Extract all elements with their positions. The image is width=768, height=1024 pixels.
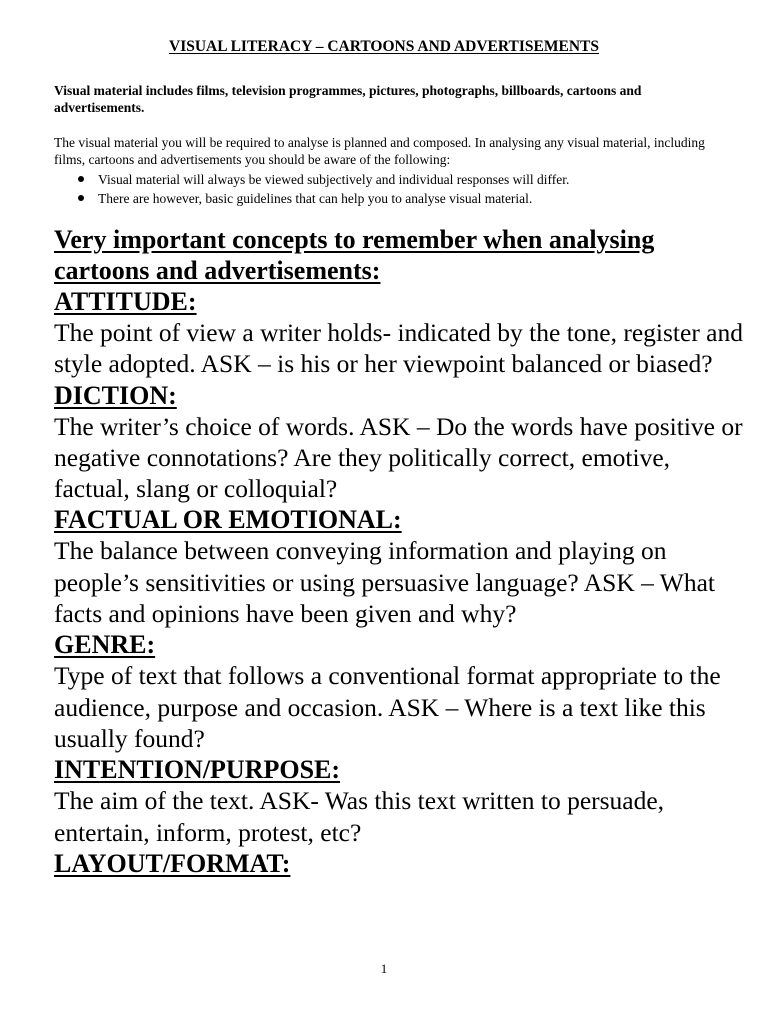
concept-term: FACTUAL OR EMOTIONAL: <box>54 505 402 535</box>
concept-term: ATTITUDE: <box>54 287 197 316</box>
concept-item <box>54 504 744 629</box>
intro-paragraph: The visual material you will be required to analyse is planned and composed. In analysing any visual material, including films, cartoons and advertisements you should be aware of the following: <box>54 135 705 167</box>
concept-term: LAYOUT/FORMAT: <box>54 848 291 878</box>
bullet-item <box>54 189 726 208</box>
concept-item <box>54 380 744 505</box>
bullet-text: There are however, basic guidelines that can help you to analyse visual material. <box>98 191 533 206</box>
bullet-item <box>54 170 726 189</box>
concept-item <box>54 754 744 848</box>
concept-definition: The writer’s choice of words. ASK – Do the words have positive or negative connotations? Are they politically correct, emotive, factual, slang or colloquial? <box>54 411 743 504</box>
concept-term: INTENTION/PURPOSE: <box>54 755 341 785</box>
concept-item <box>54 848 744 879</box>
document-title: VISUAL LITERACY – CARTOONS AND ADVERTISEMENTS <box>169 38 599 55</box>
concept-term: DICTION: <box>54 380 177 410</box>
concept-definition: Type of text that follows a conventional format appropriate to the audience, purpose and occasion. ASK – Where is a text like this usually found? <box>54 661 721 753</box>
bullet-text: Visual material will always be viewed subjectively and individual responses will differ. <box>98 172 570 187</box>
concept-definition: The balance between conveying information and playing on people’s sensitivities or using persuasive language? ASK – What facts and opinions have been given and why? <box>54 536 715 629</box>
concept-item <box>54 286 744 380</box>
guidelines-bullet-list <box>54 170 726 208</box>
concept-term: GENRE: <box>54 630 156 660</box>
page-number: 1 <box>380 961 388 976</box>
bullet-icon <box>78 176 84 182</box>
concepts-list <box>54 286 744 879</box>
concept-item <box>54 629 744 754</box>
bullet-icon <box>78 195 84 201</box>
concept-definition: The aim of the text. ASK- Was this text written to persuade, entertain, inform, protest, etc? <box>54 786 665 847</box>
concept-definition: The point of view a writer holds- indicated by the tone, register and style adopted. ASK – is his or her viewpoint balanced or biased? <box>54 318 743 379</box>
concepts-heading: Very important concepts to remember when analysing cartoons and advertisements: <box>54 225 655 285</box>
intro-bold-paragraph: Visual material includes films, television programmes, pictures, photographs, billboards, cartoons and advertisements. <box>54 83 642 115</box>
